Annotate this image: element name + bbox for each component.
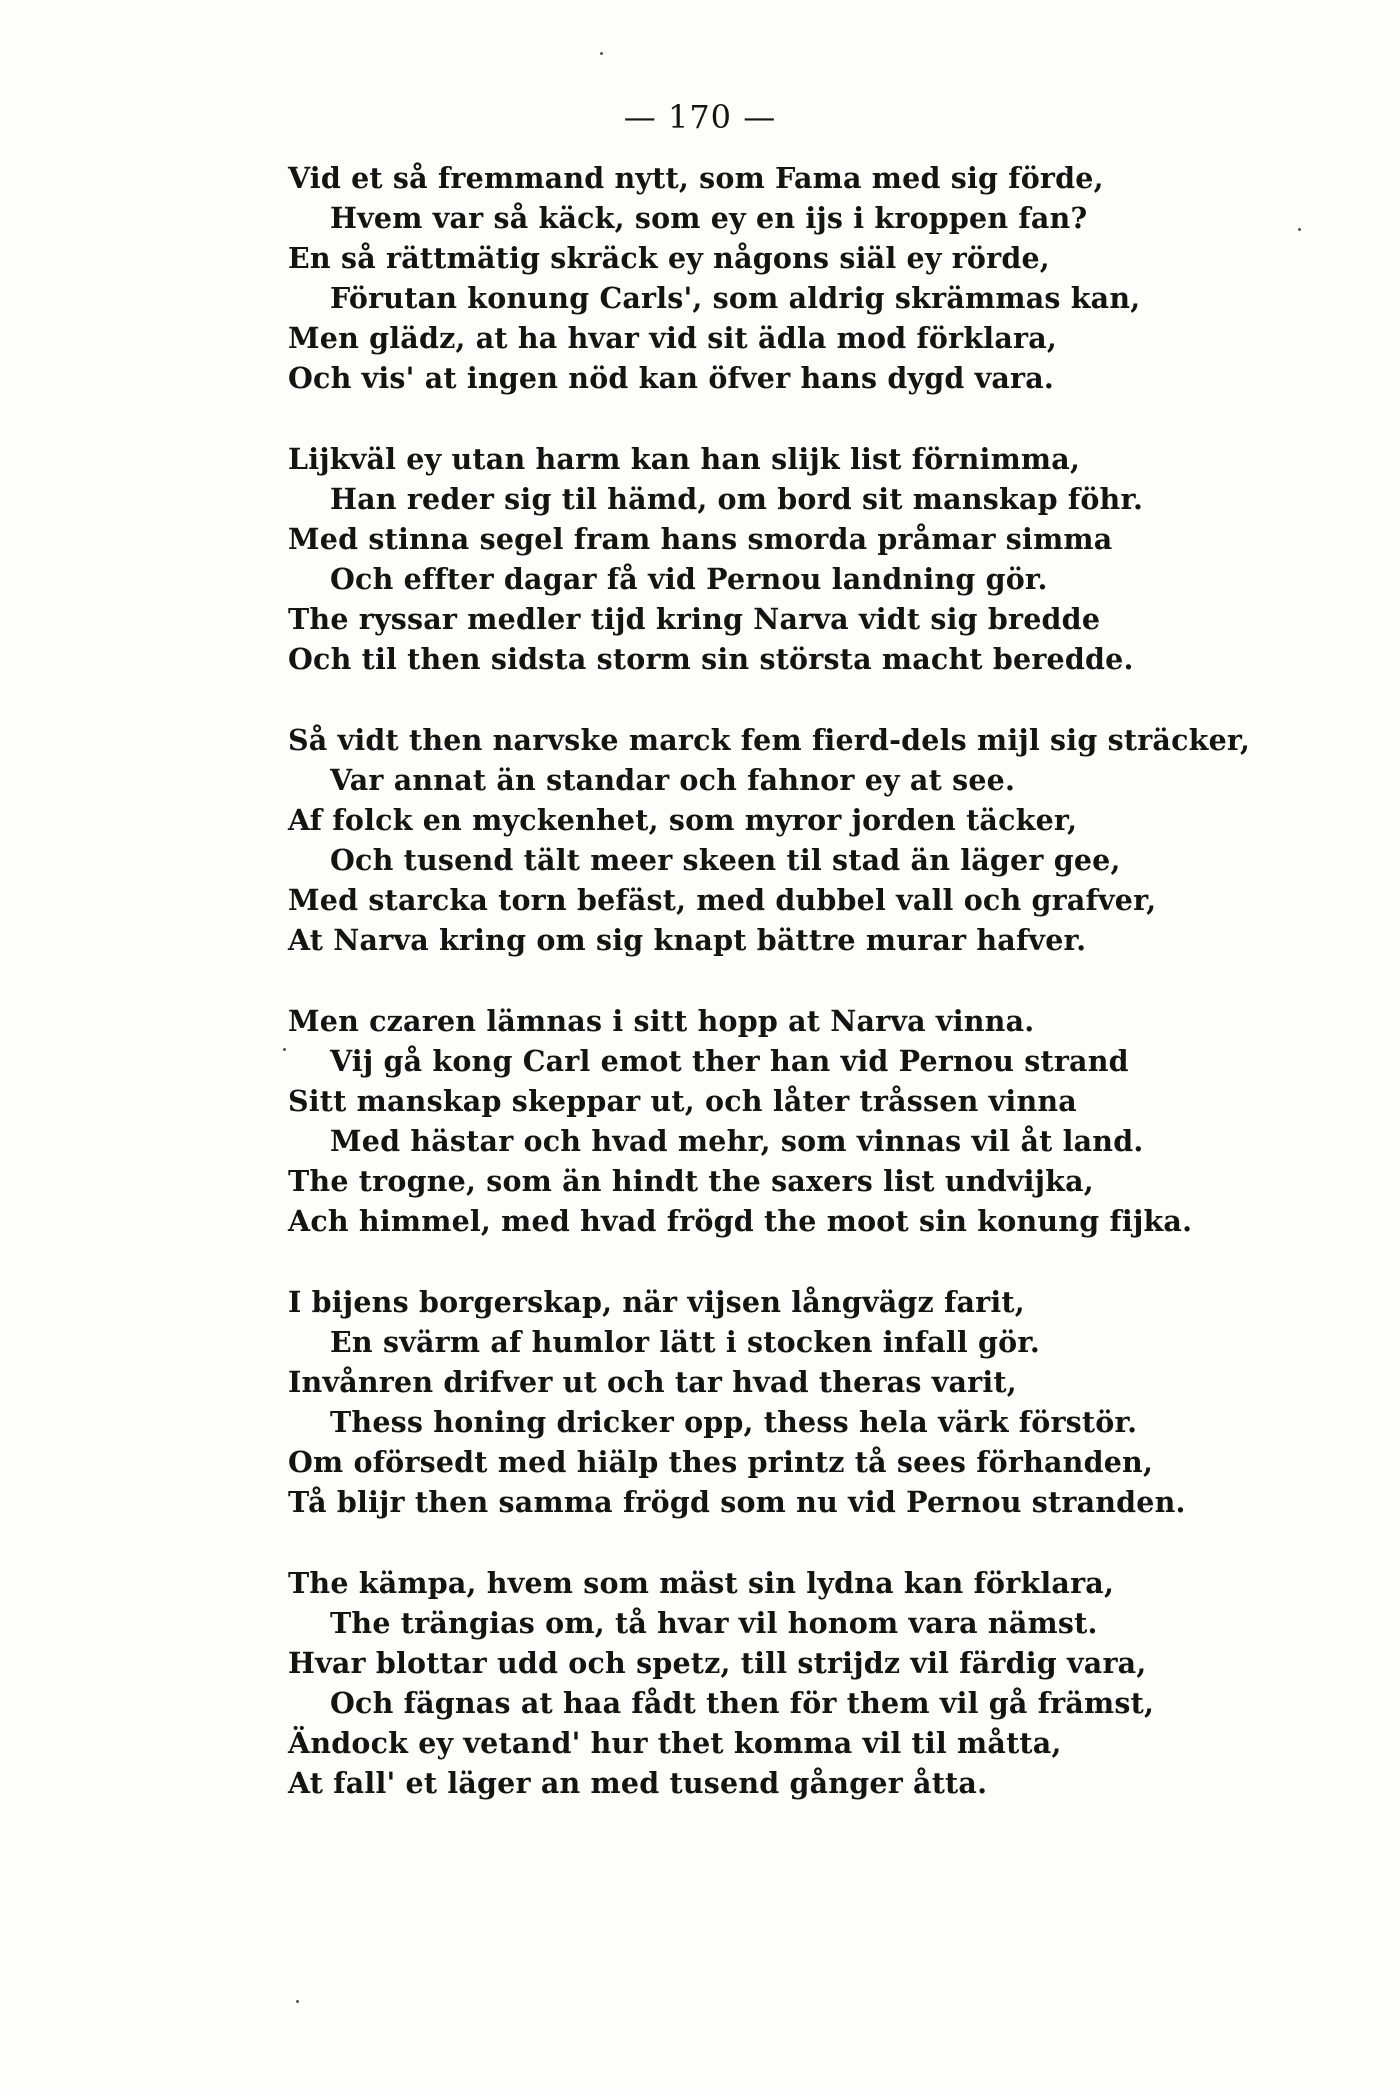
poem-line: En svärm af humlor lätt i stocken infall gör. (330, 1325, 1041, 1359)
stanza-5 (288, 1282, 1368, 1522)
scan-speck (296, 2000, 299, 2003)
poem-line: The ryssar medler tijd kring Narva vidt sig bredde (288, 602, 1101, 636)
scan-speck (600, 52, 603, 55)
stanza-2 (288, 439, 1368, 679)
poem-line: Hvar blottar udd och spetz, till strijdz vil färdig vara, (288, 1646, 1147, 1680)
stanza-4 (288, 1001, 1368, 1241)
poem-line: Med stinna segel fram hans smorda pråmar simma (288, 522, 1113, 556)
poem-line: Af folck en myckenhet, som myror jorden täcker, (288, 803, 1078, 837)
poem-line: At fall' et läger an med tusend gånger åtta. (288, 1766, 988, 1800)
page-number: — 170 — (623, 98, 777, 136)
poem-line: Så vidt then narvske marck fem fierd-dels mijl sig sträcker, (288, 723, 1251, 757)
poem-line: Förutan konung Carls', som aldrig skrämmas kan, (330, 281, 1141, 315)
poem-line: Och effter dagar få vid Pernou landning gör. (330, 562, 1048, 596)
poem-line: Thess honing dricker opp, thess hela värk förstör. (330, 1405, 1138, 1439)
poem-line: Med hästar och hvad mehr, som vinnas vil åt land. (330, 1124, 1144, 1158)
scan-speck (283, 1048, 286, 1051)
poem-line: Sitt manskap skeppar ut, och låter tråssen vinna (288, 1084, 1077, 1118)
poem-line: Tå blijr then samma frögd som nu vid Pernou stranden. (288, 1485, 1186, 1519)
poem-line: Han reder sig til hämd, om bord sit manskap föhr. (330, 482, 1144, 516)
poem-line: Invånren drifver ut och tar hvad theras varit, (288, 1365, 1017, 1399)
poem-line: Och fägnas at haa fådt then för them vil gå främst, (330, 1686, 1155, 1720)
poem-line: Hvem var så käck, som ey en ijs i kroppen fan? (330, 201, 1088, 235)
poem-line: Ach himmel, med hvad frögd the moot sin konung fijka. (288, 1204, 1193, 1238)
poem-line: The kämpa, hvem som mäst sin lydna kan förklara, (288, 1566, 1115, 1600)
poem-line: Med starcka torn befäst, med dubbel vall och grafver, (288, 883, 1157, 917)
scan-speck (1298, 228, 1301, 231)
poem-line: Men glädz, at ha hvar vid sit ädla mod förklara, (288, 321, 1057, 355)
stanza-6 (288, 1563, 1368, 1803)
poem-line: I bijens borgerskap, när vijsen långvägz farit, (288, 1285, 1025, 1319)
poem-line: Men czaren lämnas i sitt hopp at Narva vinna. (288, 1004, 1035, 1038)
poem-line: Om oförsedt med hiälp thes printz tå sees förhanden, (288, 1445, 1154, 1479)
poem-line: Ändock ey vetand' hur thet komma vil til måtta, (288, 1726, 1062, 1760)
poem-line: At Narva kring om sig knapt bättre murar hafver. (288, 923, 1087, 957)
poem-line: Vid et så fremmand nytt, som Fama med sig förde, (288, 161, 1104, 195)
poem-line: En så rättmätig skräck ey någons siäl ey rörde, (288, 241, 1050, 275)
poem-line: Var annat än standar och fahnor ey at see. (330, 763, 1016, 797)
poem-line: Lijkväl ey utan harm kan han slijk list förnimma, (288, 442, 1081, 476)
poem-line: Vij gå kong Carl emot ther han vid Pernou strand (330, 1044, 1129, 1078)
stanza-3 (288, 720, 1368, 960)
poem-line: The trängias om, tå hvar vil honom vara nämst. (330, 1606, 1098, 1640)
poem (288, 158, 1368, 1844)
poem-line: The trogne, som än hindt the saxers list undvijka, (288, 1164, 1094, 1198)
stanza-1 (288, 158, 1368, 398)
poem-line: Och tusend tält meer skeen til stad än läger gee, (330, 843, 1121, 877)
poem-line: Och til then sidsta storm sin största macht beredde. (288, 642, 1134, 676)
poem-line: Och vis' at ingen nöd kan öfver hans dygd vara. (288, 361, 1055, 395)
